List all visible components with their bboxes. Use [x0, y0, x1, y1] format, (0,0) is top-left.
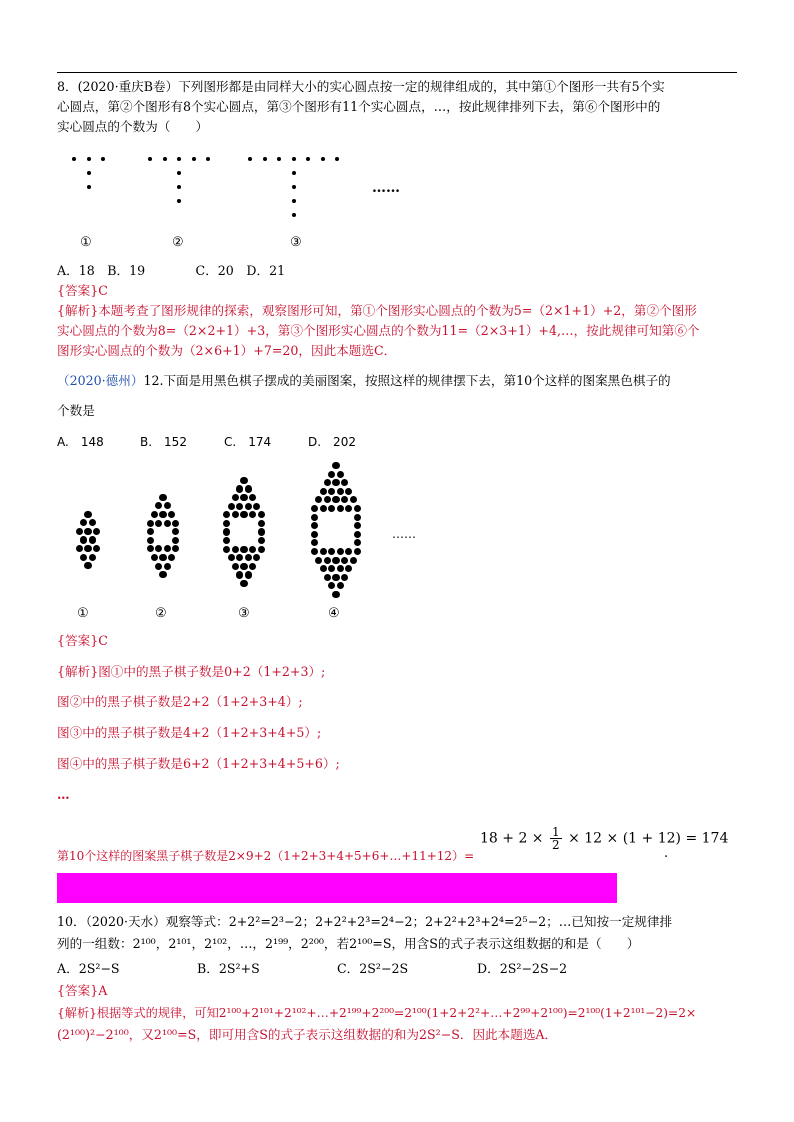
q12-chess-piece	[332, 557, 339, 564]
q10-answer: {答案}A	[57, 983, 108, 998]
q12-chess-piece	[245, 503, 252, 510]
q12-chess-piece	[240, 580, 247, 587]
q12-chess-piece	[240, 563, 247, 570]
q12-formula	[480, 826, 728, 851]
q10-option-c: C．2S²−2S	[337, 961, 409, 976]
q12-chess-piece	[328, 582, 335, 589]
q12-analysis-2: 图②中的黑子棋子数是2+2（1+2+3+4）;	[57, 694, 303, 709]
q8-dot	[177, 199, 181, 203]
q12-chess-piece	[232, 563, 239, 570]
q8-dot	[292, 157, 296, 161]
q12-chess-piece	[311, 522, 318, 529]
q12-chess-piece	[350, 496, 357, 503]
q12-chess-piece	[324, 496, 331, 503]
q8-dot	[87, 157, 91, 161]
q12-chess-piece	[315, 496, 322, 503]
q12-chess-piece	[324, 557, 331, 564]
q12-chess-piece	[147, 545, 154, 552]
q10-line1: 10．（2020·天水）观察等式：2+2²=2³−2；2+2²+2³=2⁴−2；2+2²+2³+2⁴=2⁵−2；…已知按一定规律排	[57, 914, 673, 929]
q12-chess-piece	[337, 471, 344, 478]
q12-chess-piece	[337, 582, 344, 589]
q12-chess-piece	[80, 554, 87, 561]
q12-chess-piece	[240, 511, 247, 518]
q8-dot	[177, 157, 181, 161]
q12-option-a: A. 148	[57, 435, 104, 449]
q12-option-d: D. 202	[308, 435, 356, 449]
q8-dot	[148, 157, 152, 161]
q12-fig-label-2: ②	[155, 606, 167, 621]
q12-chess-piece	[232, 546, 239, 553]
q12-chess-piece	[89, 554, 96, 561]
q12-chess-piece	[332, 479, 339, 486]
q12-chess-piece	[147, 520, 154, 527]
q12-chess-piece	[159, 494, 166, 501]
q12-chess-piece	[324, 574, 331, 581]
q12-chess-piece	[253, 503, 260, 510]
q12-chess-piece	[337, 565, 344, 572]
q12-chess-piece	[354, 531, 361, 538]
q12-chess-piece	[84, 545, 91, 552]
q12-chess-piece	[147, 528, 154, 535]
q12-chess-piece	[249, 511, 256, 518]
q12-chess-piece	[315, 557, 322, 564]
q12-chess-piece	[155, 502, 162, 509]
q12-chess-piece	[328, 548, 335, 555]
q12-chess-piece	[354, 548, 361, 555]
q8-fig-label-3: ③	[290, 235, 302, 250]
q12-chess-piece	[93, 528, 100, 535]
q12-chess-piece	[332, 462, 339, 469]
q12-chess-piece	[236, 503, 243, 510]
q8-dot	[263, 157, 267, 161]
q12-chess-piece	[76, 528, 83, 535]
q8-fig-label-2: ②	[172, 235, 184, 250]
q12-chess-piece	[151, 511, 158, 518]
q12-chess-piece	[155, 520, 162, 527]
q12-chess-piece	[159, 511, 166, 518]
q8-fig-label-1: ①	[80, 235, 92, 250]
q12-chess-piece	[164, 563, 171, 570]
q12-chess-piece	[311, 539, 318, 546]
q12-chess-piece	[147, 537, 154, 544]
q12-chess-piece	[155, 563, 162, 570]
q12-chess-piece	[80, 519, 87, 526]
q8-dot	[321, 157, 325, 161]
q12-final-text: 第10个这样的图案黑子棋子数是2×9+2（1+2+3+4+5+6+…+11+12）=	[57, 849, 475, 863]
q12-chess-piece	[159, 554, 166, 561]
q8-dot	[177, 171, 181, 175]
q12-chess-piece	[84, 562, 91, 569]
q8-dot	[335, 157, 339, 161]
q8-dot	[87, 171, 91, 175]
q12-chess-piece	[236, 571, 243, 578]
q12-chess-piece	[223, 511, 230, 518]
q12-chess-piece	[337, 548, 344, 555]
q8-dot	[87, 185, 91, 189]
q12-chess-piece	[311, 531, 318, 538]
q12-chess-piece	[249, 494, 256, 501]
q12-chess-piece	[164, 502, 171, 509]
q12-analysis-4: 图④中的黑子棋子数是6+2（1+2+3+4+5+6）;	[57, 756, 340, 771]
q12-chess-piece	[345, 548, 352, 555]
q12-fig-label-3: ③	[238, 606, 250, 621]
q12-chess-piece	[89, 536, 96, 543]
q12-chess-piece	[240, 546, 247, 553]
q12-analysis-1: {解析}图①中的黑子棋子数是0+2（1+2+3）;	[57, 664, 326, 679]
q12-chess-piece	[89, 519, 96, 526]
q12-option-b: B. 152	[140, 435, 187, 449]
q12-chess-piece	[324, 479, 331, 486]
q12-chess-piece	[232, 511, 239, 518]
q12-option-c: C. 174	[224, 435, 272, 449]
q12-chess-piece	[249, 546, 256, 553]
q12-chess-piece	[328, 505, 335, 512]
q12-analysis-dots: …	[57, 787, 70, 802]
q12-chess-piece	[320, 548, 327, 555]
highlight-bar	[57, 873, 617, 903]
q12-chess-piece	[245, 571, 252, 578]
q12-chess-piece	[80, 536, 87, 543]
q12-chess-piece	[354, 539, 361, 546]
q12-chess-piece	[328, 565, 335, 572]
q12-chess-piece	[311, 514, 318, 521]
q12-chess-piece	[354, 505, 361, 512]
frac-numerator: 1	[552, 825, 560, 839]
q10-analysis-line2: (2¹⁰⁰)²−2¹⁰⁰，又2¹⁰⁰=S，即可用含S的式子表示这组数据的和为2S²−S．因此本题选A．	[57, 1027, 558, 1042]
q12-chess-piece	[236, 485, 243, 492]
q12-chess-piece	[345, 505, 352, 512]
q12-chess-piece	[341, 479, 348, 486]
q12-chess-piece	[172, 545, 179, 552]
q12-chess-piece	[328, 471, 335, 478]
q12-chess-piece	[320, 565, 327, 572]
q12-chess-piece	[223, 528, 230, 535]
q12-chess-piece	[223, 520, 230, 527]
q12-analysis-3: 图③中的黑子棋子数是4+2（1+2+3+4+5）;	[57, 725, 322, 740]
q12-line2: 个数是	[57, 403, 95, 418]
q12-chess-piece	[151, 554, 158, 561]
q12-chess-piece	[240, 494, 247, 501]
q12-chess-piece	[236, 554, 243, 561]
q8-dot	[72, 157, 76, 161]
q8-dot	[292, 185, 296, 189]
q8-ellipsis: ……	[372, 180, 400, 196]
q10-line2: 列的一组数：2¹⁰⁰，2¹⁰¹，2¹⁰²，…，2¹⁹⁹，2²⁰⁰，若2¹⁰⁰=S，用含S的式子表示这组数据的和是（ ）	[57, 936, 640, 951]
q12-chess-piece	[172, 528, 179, 535]
q12-chess-piece	[228, 554, 235, 561]
q12-formula-fraction	[550, 826, 562, 851]
q12-chess-piece	[341, 557, 348, 564]
q12-answer: {答案}C	[57, 633, 108, 648]
q8-dot	[248, 157, 252, 161]
q12-chess-piece	[337, 505, 344, 512]
q12-chess-piece	[311, 505, 318, 512]
q8-dot	[192, 157, 196, 161]
q12-chess-piece	[232, 494, 239, 501]
q8-line2: 心圆点，第②个图形有8个实心圆点，第③个图形有11个实心圆点，…，按此规律排列下去，第⑥个图形中的	[57, 99, 661, 114]
q12-chess-piece	[76, 545, 83, 552]
q10-options	[57, 958, 737, 978]
q12-chess-piece	[332, 496, 339, 503]
q12-chess-piece	[155, 545, 162, 552]
q8-dot	[177, 185, 181, 189]
q12-chess-piece	[258, 528, 265, 535]
q12-chess-piece	[350, 557, 357, 564]
q10-option-b: B．2S²+S	[197, 961, 260, 976]
q10-analysis-line1: {解析}根据等式的规律，可知2¹⁰⁰+2¹⁰¹+2¹⁰²+…+2¹⁹⁹+2²⁰⁰=2¹⁰⁰(1+2+2²+…+2⁹⁹+2¹⁰⁰)=2¹⁰⁰(1+2¹⁰¹−2)=2×	[57, 1006, 697, 1020]
q8-analysis-line3: 图形实心圆点的个数为（2×6+1）+7=20，因此本题选C．	[57, 343, 397, 358]
q12-text: 12.下面是用黑色棋子摆成的美丽图案，按照这样的规律摆下去，第10个这样的图案黑色棋子的	[143, 373, 671, 388]
q8-dot	[292, 213, 296, 217]
q12-chess-piece	[93, 545, 100, 552]
q12-chess-piece	[228, 503, 235, 510]
q12-chess-piece	[253, 554, 260, 561]
q12-fig-label-4: ④	[328, 606, 340, 621]
q12-chess-piece	[332, 591, 339, 598]
q10-option-a: A．2S²−S	[57, 961, 120, 976]
q8-line1: 8．(2020·重庆B卷）下列图形都是由同样大小的实心圆点按一定的规律组成的，其中第①个图形一共有5个实	[57, 79, 665, 94]
q8-answer: {答案}C	[57, 283, 108, 298]
q8-dot	[306, 157, 310, 161]
q12-chess-piece	[240, 477, 247, 484]
q12-chess-piece	[164, 545, 171, 552]
frac-denominator: 2	[552, 838, 560, 852]
q12-chess-piece	[168, 554, 175, 561]
q8-line3: 实心圆点的个数为（ ）	[57, 119, 209, 134]
q12-period: .	[664, 846, 669, 861]
q12-chess-piece	[245, 554, 252, 561]
q10-option-d: D．2S²−2S−2	[477, 961, 568, 976]
q12-chess-piece	[345, 565, 352, 572]
q12-chess-piece	[354, 522, 361, 529]
q12-chess-piece	[320, 505, 327, 512]
q12-chess-piece	[354, 514, 361, 521]
q8-dot	[292, 199, 296, 203]
q8-dot	[277, 157, 281, 161]
q12-chess-piece	[223, 546, 230, 553]
q12-source: （2020·德州）	[57, 373, 144, 388]
q8-analysis-line2: 实心圆点的个数为8=（2×2+1）+3，第③个图形实心圆点的个数为11=（2×3+1）+4,…，按此规律可知第⑥个	[57, 323, 700, 338]
q8-options: A．18 B．19 C．20 D．21	[57, 263, 286, 278]
q12-chess-piece	[341, 496, 348, 503]
q12-chess-piece	[258, 520, 265, 527]
q12-formula-left: 18 + 2 ×	[480, 830, 544, 847]
top-rule	[57, 72, 737, 73]
q12-chess-piece	[345, 488, 352, 495]
q8-dot	[163, 157, 167, 161]
q12-chess-piece	[320, 488, 327, 495]
q12-chess-piece	[258, 537, 265, 544]
q12-chess-piece	[84, 528, 91, 535]
q12-ellipsis: ……	[392, 527, 416, 541]
q12-formula-right: × 12 × (1 + 12) = 174	[568, 830, 729, 847]
q12-chess-piece	[245, 485, 252, 492]
q12-chess-piece	[84, 511, 91, 518]
q12-chess-piece	[332, 574, 339, 581]
q12-chess-piece	[223, 537, 230, 544]
q12-chess-piece	[249, 563, 256, 570]
q8-dot	[101, 157, 105, 161]
q12-line1	[57, 371, 671, 391]
q8-dot	[206, 157, 210, 161]
q12-chess-piece	[159, 571, 166, 578]
q12-chess-piece	[258, 546, 265, 553]
q12-chess-piece	[164, 520, 171, 527]
q12-fig-label-1: ①	[77, 606, 89, 621]
q12-chess-piece	[172, 520, 179, 527]
q12-chess-piece	[172, 537, 179, 544]
q12-chess-piece	[311, 548, 318, 555]
q8-analysis-line1: {解析}本题考查了图形规律的探索，观察图形可知，第①个图形实心圆点的个数为5=（2×1+1）+2，第②个图形	[57, 303, 697, 318]
q8-dot	[292, 171, 296, 175]
q12-chess-piece	[258, 511, 265, 518]
q12-chess-piece	[337, 488, 344, 495]
q12-chess-piece	[168, 511, 175, 518]
q12-chess-piece	[341, 574, 348, 581]
q12-chess-piece	[328, 488, 335, 495]
